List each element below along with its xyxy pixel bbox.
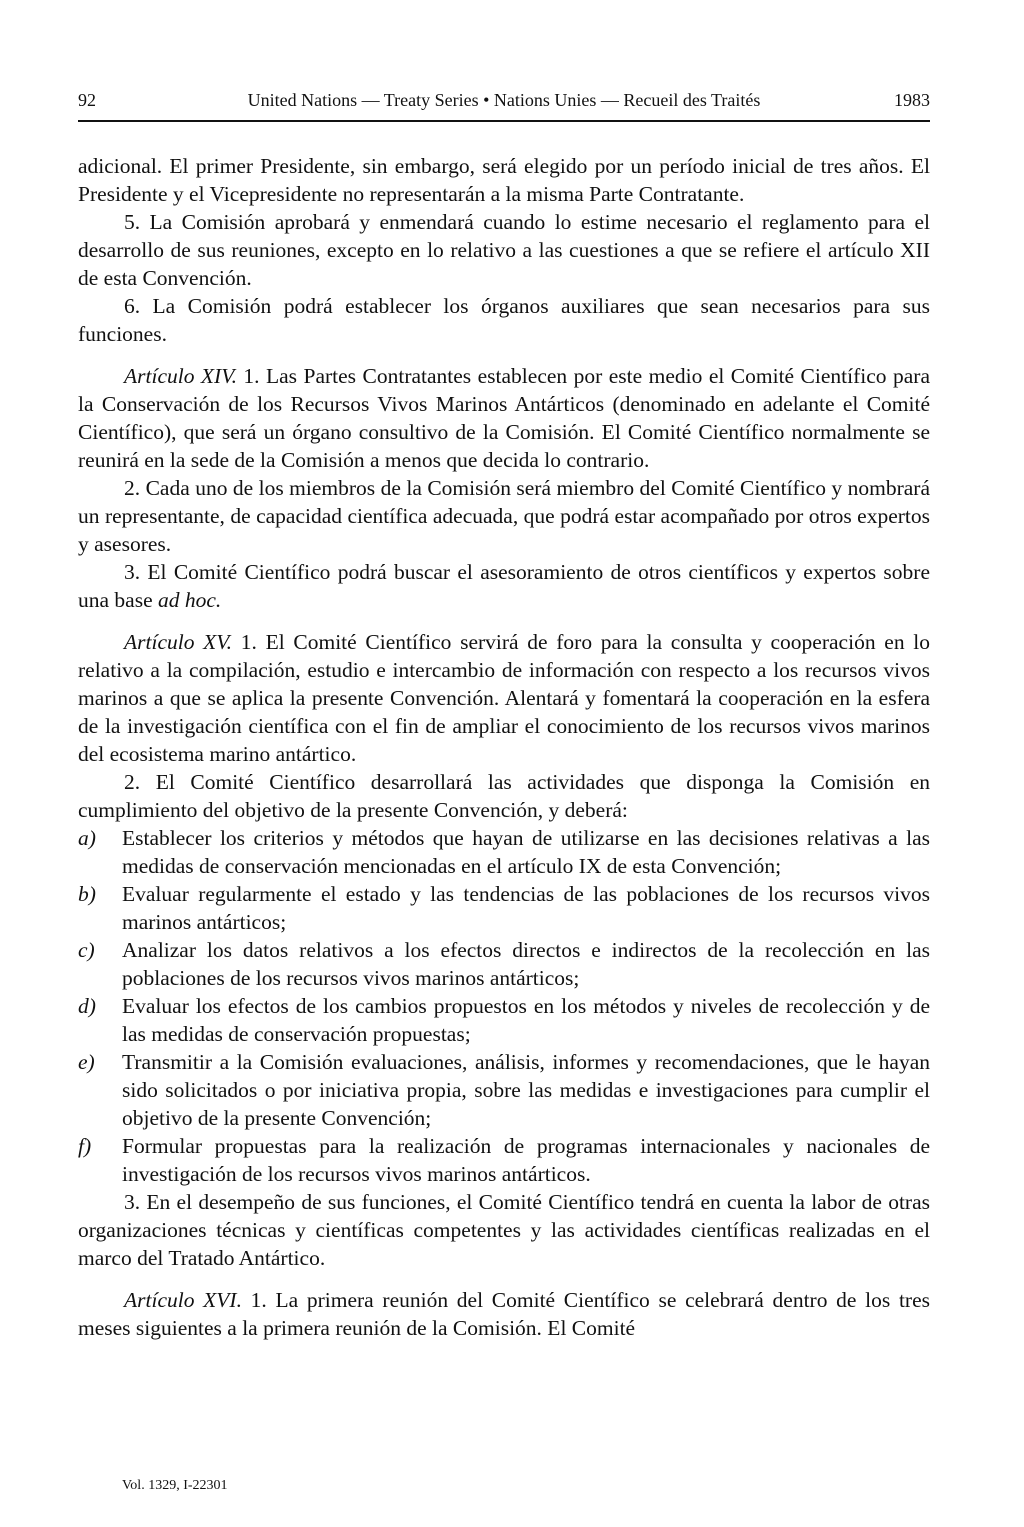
list-text: Evaluar regularmente el estado y las tendencias de las poblaciones de los recursos vivos marinos antárticos; (122, 882, 930, 934)
list-item-f (78, 1132, 930, 1188)
article-15-paragraph-3: 3. En el desempeño de sus funciones, el Comité Científico tendrá en cuenta la labor de otras organizaciones técnicas y científicas competentes y las actividades científicas realizadas en el marco del Tratado Antártico. (78, 1190, 930, 1270)
list-item-a (78, 824, 930, 880)
article-15-heading: Artículo XV. (124, 630, 233, 654)
article-16-p1-text: 1. La primera reunión del Comité Científico se celebrará dentro de los tres meses siguientes a la primera reunión de la Comisión. El Comité (78, 1288, 930, 1340)
article-14-paragraph-1 (78, 362, 930, 474)
list-label: b) (78, 882, 96, 906)
article-14-p1-text: 1. Las Partes Contratantes establecen por este medio el Comité Científico para la Conservación de los Recursos Vivos Marinos Antárticos (denominado en adelante el Comité Científico), que será un órgano consultivo de la Comisión. El Comité Científico normalmente se reunirá en la sede de la Comisión a menos que decida lo contrario. (78, 364, 930, 472)
list-item-e (78, 1048, 930, 1132)
volume-reference: Vol. 1329, I-22301 (122, 1478, 228, 1493)
article-14-p3-text: 3. El Comité Científico podrá buscar el asesoramiento de otros científicos y expertos sobre una base (78, 560, 930, 612)
list-label: f) (78, 1134, 92, 1158)
article-15-paragraph-2: 2. El Comité Científico desarrollará las actividades que disponga la Comisión en cumplimiento del objetivo de la presente Convención, y deberá: (78, 770, 930, 822)
article-15-p1-text: 1. El Comité Científico servirá de foro para la consulta y cooperación en lo relativo a la compilación, estudio e intercambio de información con respecto a los recursos vivos marinos a que se aplica la presente Convención. Alentará y fomentará la cooperación en la esfera de la investigación científica con el fin de ampliar el conocimiento de los recursos vivos marinos del ecosistema marino antártico. (78, 630, 930, 766)
list-label: d) (78, 994, 96, 1018)
list-text: Formular propuestas para la realización de programas internacionales y nacionales de investigación de los recursos vivos marinos antárticos. (122, 1134, 930, 1186)
list-text: Transmitir a la Comisión evaluaciones, análisis, informes y recomendaciones, que le hayan sido solicitados o por iniciativa propia, sobre las medidas e investigaciones para cumplir el objetivo de la presente Convención; (122, 1050, 930, 1130)
ad-hoc-italic: ad hoc. (158, 588, 222, 612)
header-year: 1983 (894, 90, 930, 110)
list-text: Analizar los datos relativos a los efectos directos e indirectos de la recolección en las poblaciones de los recursos vivos marinos antárticos; (122, 938, 930, 990)
list-item-b (78, 880, 930, 936)
page-number: 92 (78, 90, 96, 110)
paragraph-5: 5. La Comisión aprobará y enmendará cuando lo estime necesario el reglamento para el desarrollo de sus reuniones, excepto en lo relativo a las cuestiones a que se refiere el artículo XII de esta Convención. (78, 210, 930, 290)
running-header (78, 88, 930, 122)
article-16-heading: Artículo XVI. (124, 1288, 242, 1312)
list-item-d (78, 992, 930, 1048)
article-15-paragraph-1 (78, 628, 930, 768)
header-title: United Nations — Treaty Series • Nations Unies — Recueil des Traités (247, 90, 761, 110)
document-body (78, 152, 930, 1342)
article-16-paragraph-1 (78, 1286, 930, 1342)
list-label: a) (78, 826, 96, 850)
article-14-heading: Artículo XIV. (124, 364, 237, 388)
paragraph-continuation: adicional. El primer Presidente, sin embargo, será elegido por un período inicial de tres años. El Presidente y el Vicepresidente no representarán a la misma Parte Contratante. (78, 154, 930, 206)
list-text: Evaluar los efectos de los cambios propuestos en los métodos y niveles de recolección y de las medidas de conservación propuestas; (122, 994, 930, 1046)
list-text: Establecer los criterios y métodos que hayan de utilizarse en las decisiones relativas a las medidas de conservación mencionadas en el artículo IX de esta Convención; (122, 826, 930, 878)
article-14-paragraph-2: 2. Cada uno de los miembros de la Comisión será miembro del Comité Científico y nombrará un representante, de capacidad científica adecuada, que podrá estar acompañado por otros expertos y asesores. (78, 476, 930, 556)
list-item-c (78, 936, 930, 992)
article-14-paragraph-3 (78, 558, 930, 614)
list-label: c) (78, 938, 95, 962)
paragraph-6: 6. La Comisión podrá establecer los órganos auxiliares que sean necesarios para sus funciones. (78, 294, 930, 346)
list-label: e) (78, 1050, 95, 1074)
